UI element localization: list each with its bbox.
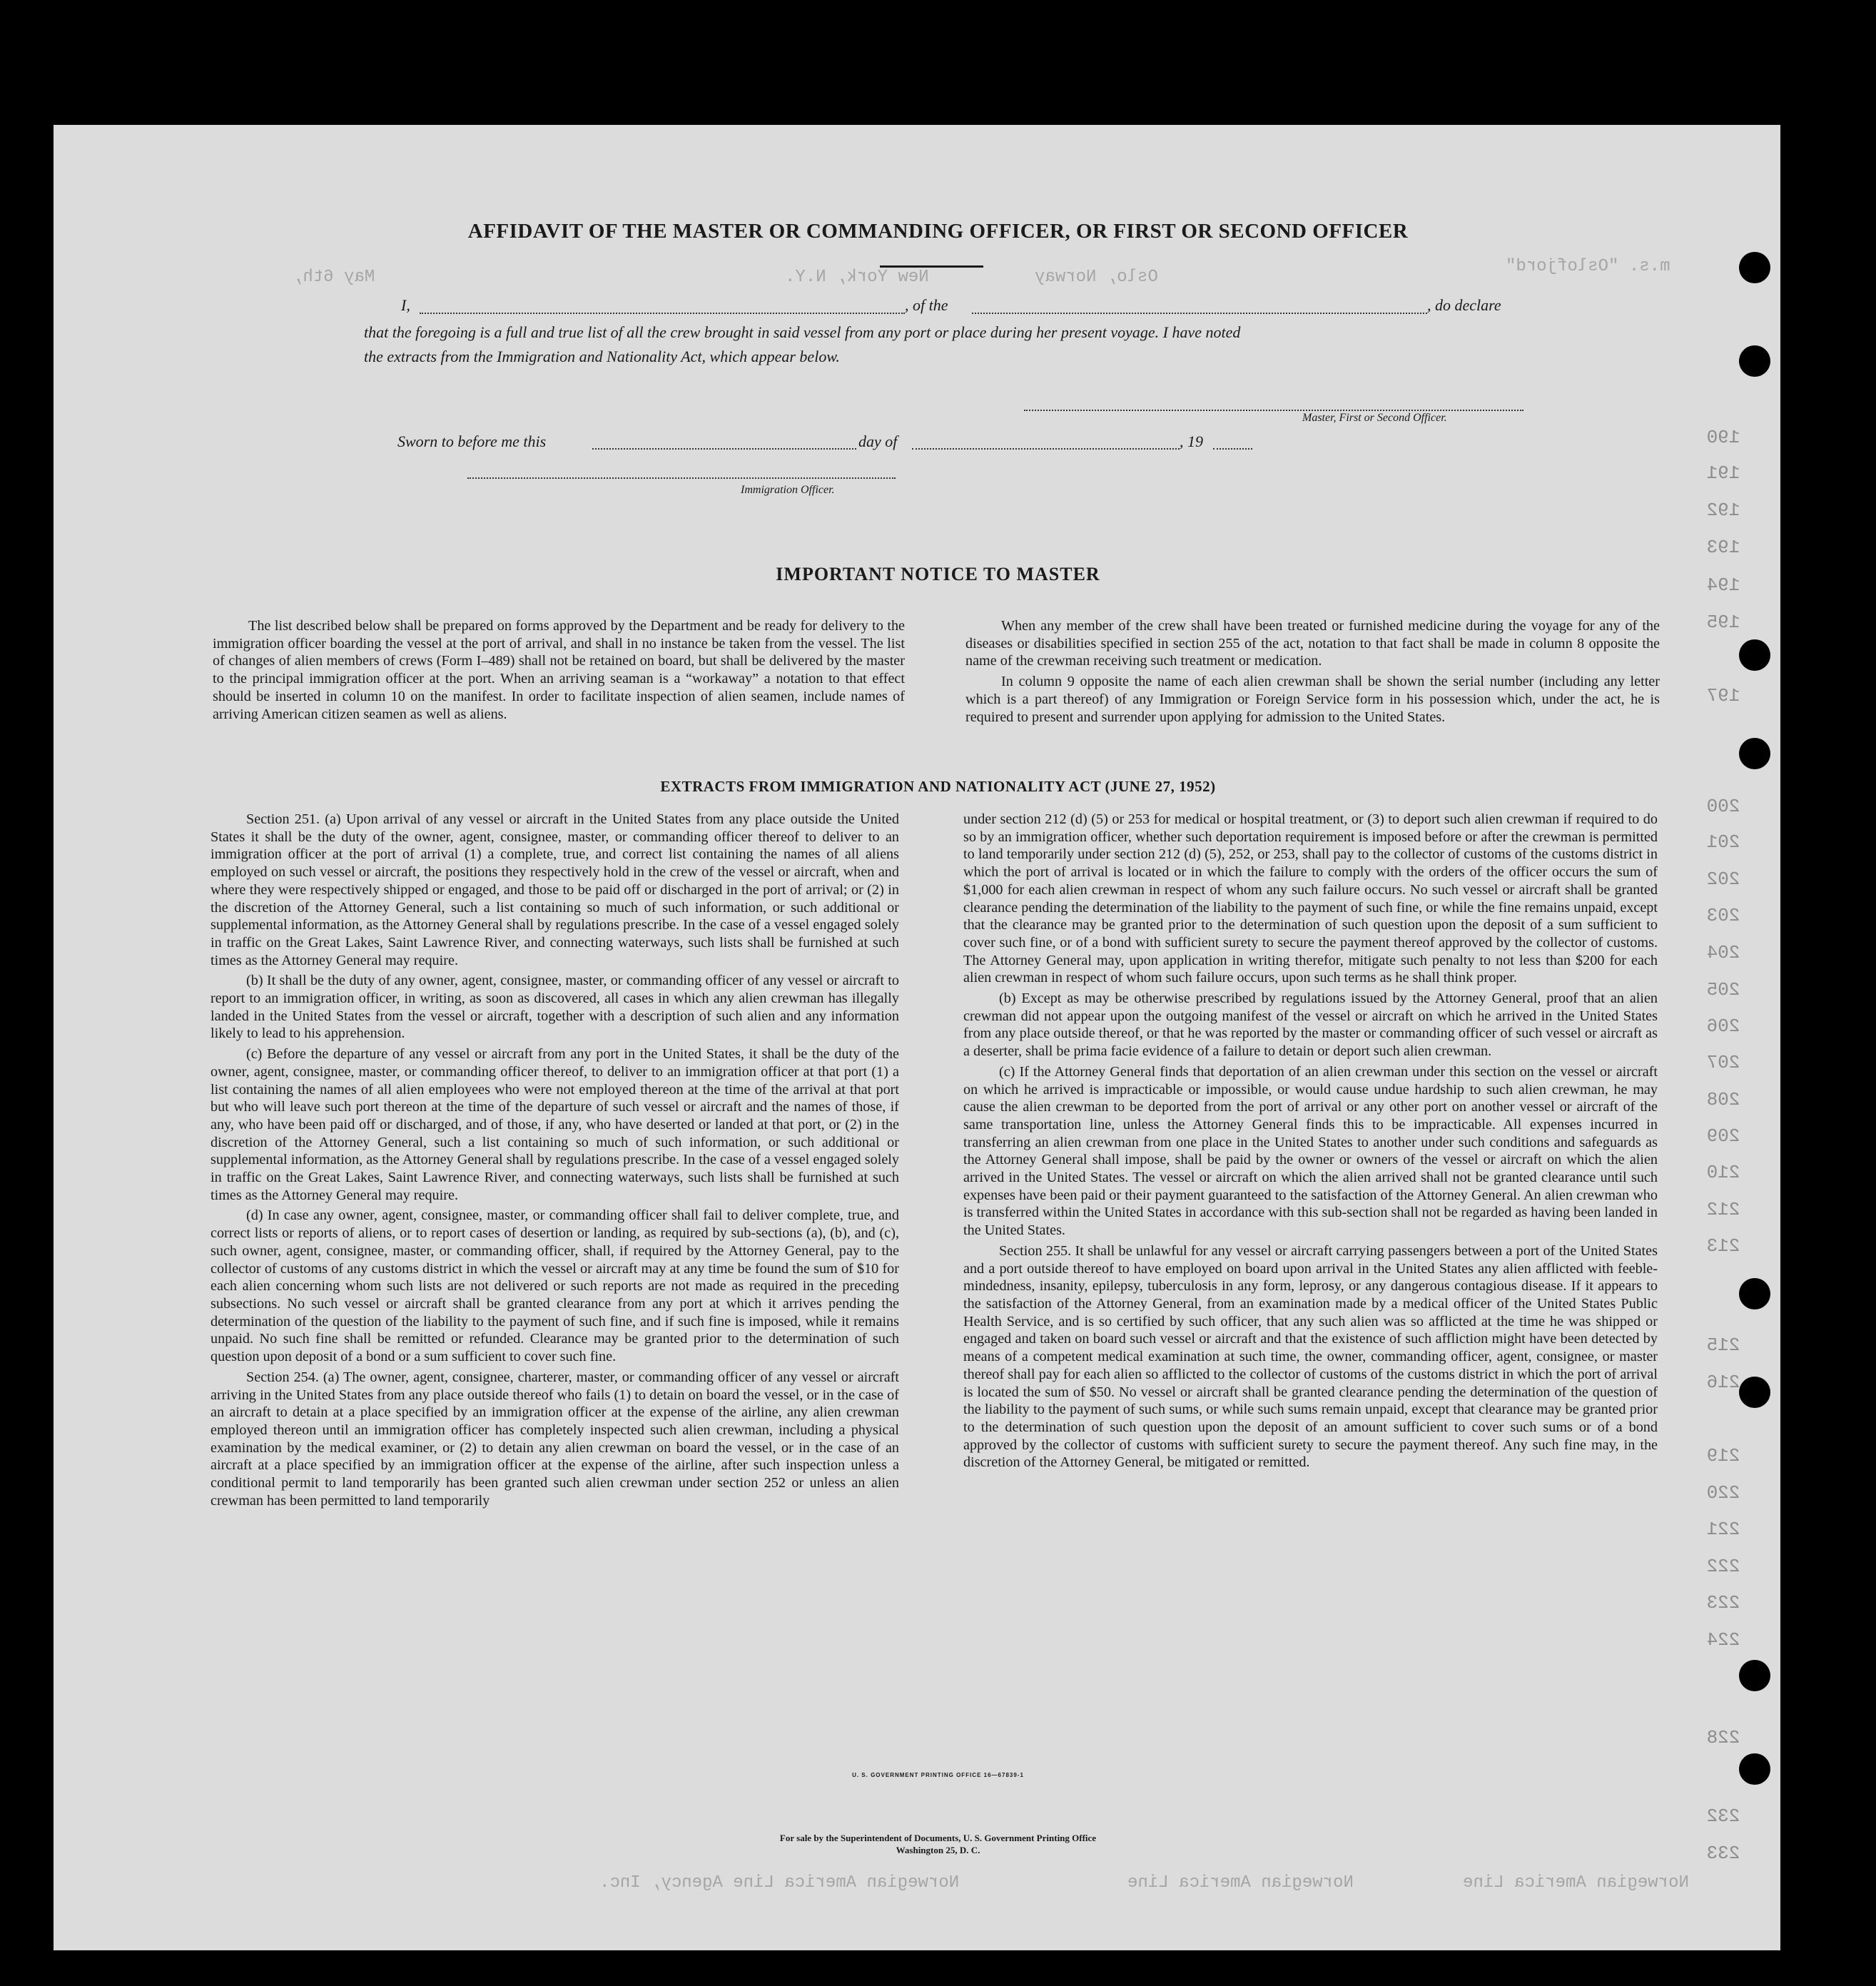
punch-hole [1739, 1660, 1770, 1691]
bleed-through-line-number: 224 [1706, 1629, 1740, 1651]
section-paragraph: (d) In case any owner, agent, consignee, master, or commanding officer shall fail to deliver complete, true, and correct lists or reports of aliens, or to report cases of desertion or landing, as required by sub-sections (a), (b), and (c), such owner, agent, consignee, master, or commanding officer, shall, if required by the Attorney General, pay to the collector of customs of any customs district in which the vessel or aircraft may at any time be found the sum of $10 for each alien concerning whom such lists are not delivered or such reports are not made as required in the preceding subsections. No such vessel or aircraft shall be granted clearance from any port at which it arrives pending the determination of the question of the liability to the payment of such fine, and if such fine is imposed, while it remains unpaid. No such fine shall be remitted or refunded. Clearance may be granted prior to the determination of such question upon deposit of a bond or a sum sufficient to cover such fine. [211, 1207, 899, 1365]
bleed-through-line-number: 195 [1706, 612, 1740, 633]
section-paragraph: (c) If the Attorney General finds that deportation of an alien crewman under this section on the vessel or aircraft on which he arrived is impracticable or impossible, or would cause undue hardship to such alien crewman, he may cause the alien crewman to be deported from the port of arrival or any other port on another vessel or aircraft of the same transportation line, unless the Attorney General finds this to be impracticable. All expenses incurred in transferring an alien crewman from one place in the United States to another under such conditions and safeguards as the Attorney General shall impose, shall be paid by the owner or owners of the vessel or aircraft on which the alien arrived in the United States. The vessel or aircraft on which the alien arrived shall not be granted clearance until such expenses have been paid or their payment guaranteed to the satisfaction of the Attorney General. An alien crewman who is transferred within the United States in accordance with this sub-section shall not be regarded as having been landed in the United States. [963, 1063, 1658, 1239]
bleed-through-agent: Norwegian America Line Agency, Inc. [599, 1873, 960, 1893]
punch-hole [1739, 1278, 1770, 1309]
bleed-through-line-number: 221 [1706, 1519, 1740, 1540]
bleed-through-line-number: 200 [1706, 796, 1740, 817]
statement-line-2: the extracts from the Immigration and Nationality Act, which appear below. [364, 348, 840, 365]
notice-right-paragraph: When any member of the crew shall have been treated or furnished medicine during the voyage for any of the diseases or disabilities specified in section 255 of the act, notation to that fact shall be made in column 8 opposite the name of the crewman receiving such treatment or medication. [965, 618, 1660, 669]
bleed-through-line-number: 194 [1706, 574, 1740, 596]
punch-hole [1739, 639, 1770, 671]
bleed-through-line-number: 202 [1706, 868, 1740, 890]
year-label: , 19 [1180, 432, 1203, 450]
officer-caption: Immigration Officer. [741, 484, 835, 496]
bleed-through-line-number: 216 [1706, 1372, 1740, 1393]
bleed-through-line-number: 190 [1706, 427, 1740, 448]
extracts-title: EXTRACTS FROM IMMIGRATION AND NATIONALITY ACT (JUNE 27, 1952) [660, 778, 1216, 795]
bleed-through-line-number: 203 [1706, 905, 1740, 926]
bleed-through-line-number: 220 [1706, 1482, 1740, 1504]
bleed-through-agent: Norwegian America Line [1127, 1873, 1354, 1893]
notice-left-paragraph: The list described below shall be prepared on forms approved by the Department and be ready for delivery to the immigration officer boarding the vessel at the port of arrival, and shall in no instance be taken from the vessel. The list of changes of alien members of crews (Form I–489) shall not be retained on board, but shall be delivered by the master to the principal immigration officer at the port. When an arriving seaman is a “workaway” a notation to that effect should be inserted in column 10 on the manifest. In order to facilitate inspection of alien seamen, include names of arriving American citizen seamen as well as aliens. [213, 618, 905, 722]
bleed-through-port-from: Oslo, Norway [1035, 268, 1158, 287]
notice-title: IMPORTANT NOTICE TO MASTER [776, 564, 1100, 584]
for-sale-line-1: For sale by the Superintendent of Documents, U. S. Government Printing Office [779, 1833, 1097, 1843]
do-declare-label: , do declare [1427, 296, 1501, 314]
extracts-right-column [963, 811, 1658, 1474]
section-paragraph: Section 251. (a) Upon arrival of any vessel or aircraft in the United States from any place outside the United States it shall be the duty of the owner, agent, consignee, master, or commanding officer thereof to deliver to an immigration officer at the port of arrival (1) a complete, true, and correct list containing the names of all aliens employed on such vessel or aircraft, the positions they respectively hold in the crew of the vessel or aircraft, when and where they were respectively shipped or engaged, and those to be paid off or discharged in the port of arrival; or (2) in the discretion of the Attorney General, such a list containing so much of such information, or such additional or supplemental information, as the Attorney General shall by regulations prescribe. In the case of a vessel engaged solely in traffic on the Great Lakes, Saint Lawrence River, and connecting waterways, such lists shall be furnished at such times as the Attorney General may require. [211, 811, 899, 968]
bleed-through-line-number: 222 [1706, 1556, 1740, 1577]
punch-hole [1739, 738, 1770, 769]
bleed-through-line-number: 192 [1706, 500, 1740, 521]
sworn-month-field[interactable] [912, 448, 1180, 450]
of-the-label: , of the [905, 296, 948, 314]
statement-line-1: that the foregoing is a full and true list of all the crew brought in said vessel from any port or place during her present voyage. I have noted [364, 323, 1241, 341]
bleed-through-line-number: 213 [1706, 1235, 1740, 1257]
section-paragraph: Section 255. It shall be unlawful for any vessel or aircraft carrying passengers between a port of the United States and a port outside thereof to have employed on board upon arrival in the United States any alien afflicted with feeble-mindedness, insanity, epilepsy, tuberculosis in any form, leprosy, or any dangerous contagious disease. If it appears to the satisfaction of the Attorney General, from an examination made by a medical officer of the United States Public Health Service, and is so certified by such officer, that any such alien was so afflicted at the time he was shipped or engaged and taken on board such vessel or aircraft and that the existence of such affliction might have been detected by means of a competent medical examination at such time, the owner, commanding officer, agent, consignee, or master thereof shall pay for each alien so afflicted to the collector of customs of the customs district in which the port of arrival is located the sum of $50. No vessel or aircraft shall be granted clearance pending the determination of the question of the liability to the payment of such sums, or while such sums remain unpaid, except that clearance may be granted prior to the determination of such question upon the deposit of an amount sufficient to cover such sums or of a bond approved by the collector of customs with sufficient surety to secure the payment thereof. Any such fine may, in the discretion of the Attorney General, be mitigated or remitted. [963, 1242, 1658, 1471]
punch-hole [1739, 345, 1770, 377]
master-caption: Master, First or Second Officer. [1302, 412, 1447, 424]
bleed-through-line-number: 219 [1706, 1445, 1740, 1466]
section-paragraph: Section 254. (a) The owner, agent, consignee, charterer, master, or commanding officer of any vessel or aircraft arriving in the United States from any place outside thereof who fails (1) to detain on board the vessel, or in the case of an aircraft to detain at a place specified by an immigration officer at the expense of the airline, any alien crewman employed thereon until an immigration officer has completely inspected such alien crewman, including a physical examination by the medical examiner, or (2) to detain any alien crewman on board the vessel, or in the case of an aircraft at a place specified by an immigration officer at the expense of the airline, after such inspection unless a conditional permit to land temporarily has been granted such alien crewman under section 252 or unless an alien crewman has been permitted to land temporarily [211, 1369, 899, 1509]
master-signature-field[interactable] [1024, 410, 1523, 411]
bleed-through-line-number: 207 [1706, 1052, 1740, 1073]
bleed-through-line-number: 206 [1706, 1015, 1740, 1037]
extracts-left-column [211, 811, 899, 1512]
for-sale-notice [0, 1832, 1876, 1856]
printing-office-line: U. S. GOVERNMENT PRINTING OFFICE 16—67839-1 [852, 1772, 1024, 1778]
section-paragraph: under section 212 (d) (5) or 253 for medical or hospital treatment, or (3) to deport such alien crewman if required to do so by an immigration officer, whether such deportation requirement is imposed before or after the crewman is permitted to land temporarily under section 212 (d) (5), 252, or 253, shall pay to the collector of customs of the customs district in which the port of arrival is located or in which the failure to comply with the orders of the officer occurs the sum of $1,000 for each alien crewman in respect of whom any such failure occurs. No such vessel or aircraft shall be granted clearance pending the determination of the liability to the payment of such fine, or while the fine remains unpaid, except that the clearance may be granted prior to the determination of such question upon the deposit of a sum sufficient to cover such fine, or of a bond with sufficient surety to secure the payment thereof approved by the collector of customs. The Attorney General may, upon application in writing therefor, mitigate such penalty to not less than $200 for each alien crewman in respect of whom such failure occurs, upon such terms as he shall think proper. [963, 811, 1658, 986]
bleed-through-line-number: 233 [1706, 1843, 1740, 1864]
punch-hole [1739, 1753, 1770, 1785]
section-paragraph: (c) Before the departure of any vessel or aircraft from any port in the United States, it shall be the duty of the owner, agent, consignee, master, or commanding officer thereof, to deliver to an immigration officer at that port (1) a list containing the names of all alien employees who were not employed thereon at the time of the arrival at that port but who will leave such port thereon at the time of the departure of such vessel or aircraft and the names of those, if any, who have been paid off or discharged, and of those, if any, who have deserted or landed at that port, or (2) in the discretion of the Attorney General, such a list containing so much of such information, or such additional or supplemental information, as the Attorney General shall by regulations prescribe. In the case of a vessel engaged solely in traffic on the Great Lakes, Saint Lawrence River, and connecting waterways, such lists shall be furnished at such times as the Attorney General may require. [211, 1046, 899, 1203]
sworn-day-field[interactable] [592, 448, 856, 450]
bleed-through-line-number: 215 [1706, 1334, 1740, 1356]
sworn-label: Sworn to before me this [397, 432, 547, 450]
bleed-through-line-number: 228 [1706, 1727, 1740, 1748]
vessel-name-field[interactable] [972, 313, 1427, 314]
notice-left-column [213, 617, 905, 726]
bleed-through-line-number: 205 [1706, 979, 1740, 1000]
section-paragraph: (b) Except as may be otherwise prescribed by regulations issued by the Attorney General, proof that an alien crewman did not appear upon the outgoing manifest of the vessel or aircraft on which he arrived in the United States from any place outside thereof, or that he was reported by the master or commanding officer of such vessel or aircraft as a deserter, shall be prima facie evidence of a failure to detain or deport such alien crewman. [963, 991, 1658, 1060]
bleed-through-line-number: 210 [1706, 1162, 1740, 1183]
bleed-through-line-number: 223 [1706, 1592, 1740, 1613]
bleed-through-line-number: 197 [1706, 685, 1740, 706]
bleed-through-line-number: 208 [1706, 1089, 1740, 1110]
bleed-through-line-number: 201 [1706, 831, 1740, 853]
affidavit-title: AFFIDAVIT OF THE MASTER OR COMMANDING OFFICER, OR FIRST OR SECOND OFFICER [467, 220, 1409, 243]
bleed-through-agent: Norwegian America Line [1463, 1873, 1689, 1893]
bleed-through-line-number: 232 [1706, 1805, 1740, 1827]
notice-right-column [965, 617, 1660, 729]
sworn-year-field[interactable] [1213, 448, 1252, 450]
bleed-through-line-number: 193 [1706, 537, 1740, 558]
day-of-label: day of [858, 432, 898, 450]
immigration-officer-signature-field[interactable] [467, 477, 896, 479]
declarant-name-field[interactable] [420, 313, 905, 314]
bleed-through-line-number: 191 [1706, 462, 1740, 484]
i-label: I, [401, 296, 410, 314]
bleed-through-vessel: m.s. "Oslofjord" [1506, 257, 1670, 276]
bleed-through-line-number: 209 [1706, 1125, 1740, 1147]
section-paragraph: (b) It shall be the duty of any owner, agent, consignee, master, or commanding officer of any vessel or aircraft to report to an immigration officer, in writing, as soon as discovered, all cases in which any alien crewman has illegally landed in the United States from the vessel or aircraft, together with a description of such alien and any information likely to lead to his apprehension. [211, 973, 899, 1042]
for-sale-line-2: Washington 25, D. C. [896, 1845, 980, 1855]
bleed-through-line-number: 212 [1706, 1199, 1740, 1220]
title-rule [880, 265, 983, 268]
bleed-through-line-number: 204 [1706, 942, 1740, 963]
bleed-through-date: May 6th, [293, 268, 375, 287]
punch-hole [1739, 252, 1770, 283]
bleed-through-port-to: New York, N.Y. [785, 268, 929, 287]
notice-right-paragraph: In column 9 opposite the name of each alien crewman shall be shown the serial number (including any letter which is a part thereof) of any Immigration or Foreign Service form in his possession which, under the act, he is required to present and surrender upon applying for admission to the United States. [965, 674, 1660, 725]
